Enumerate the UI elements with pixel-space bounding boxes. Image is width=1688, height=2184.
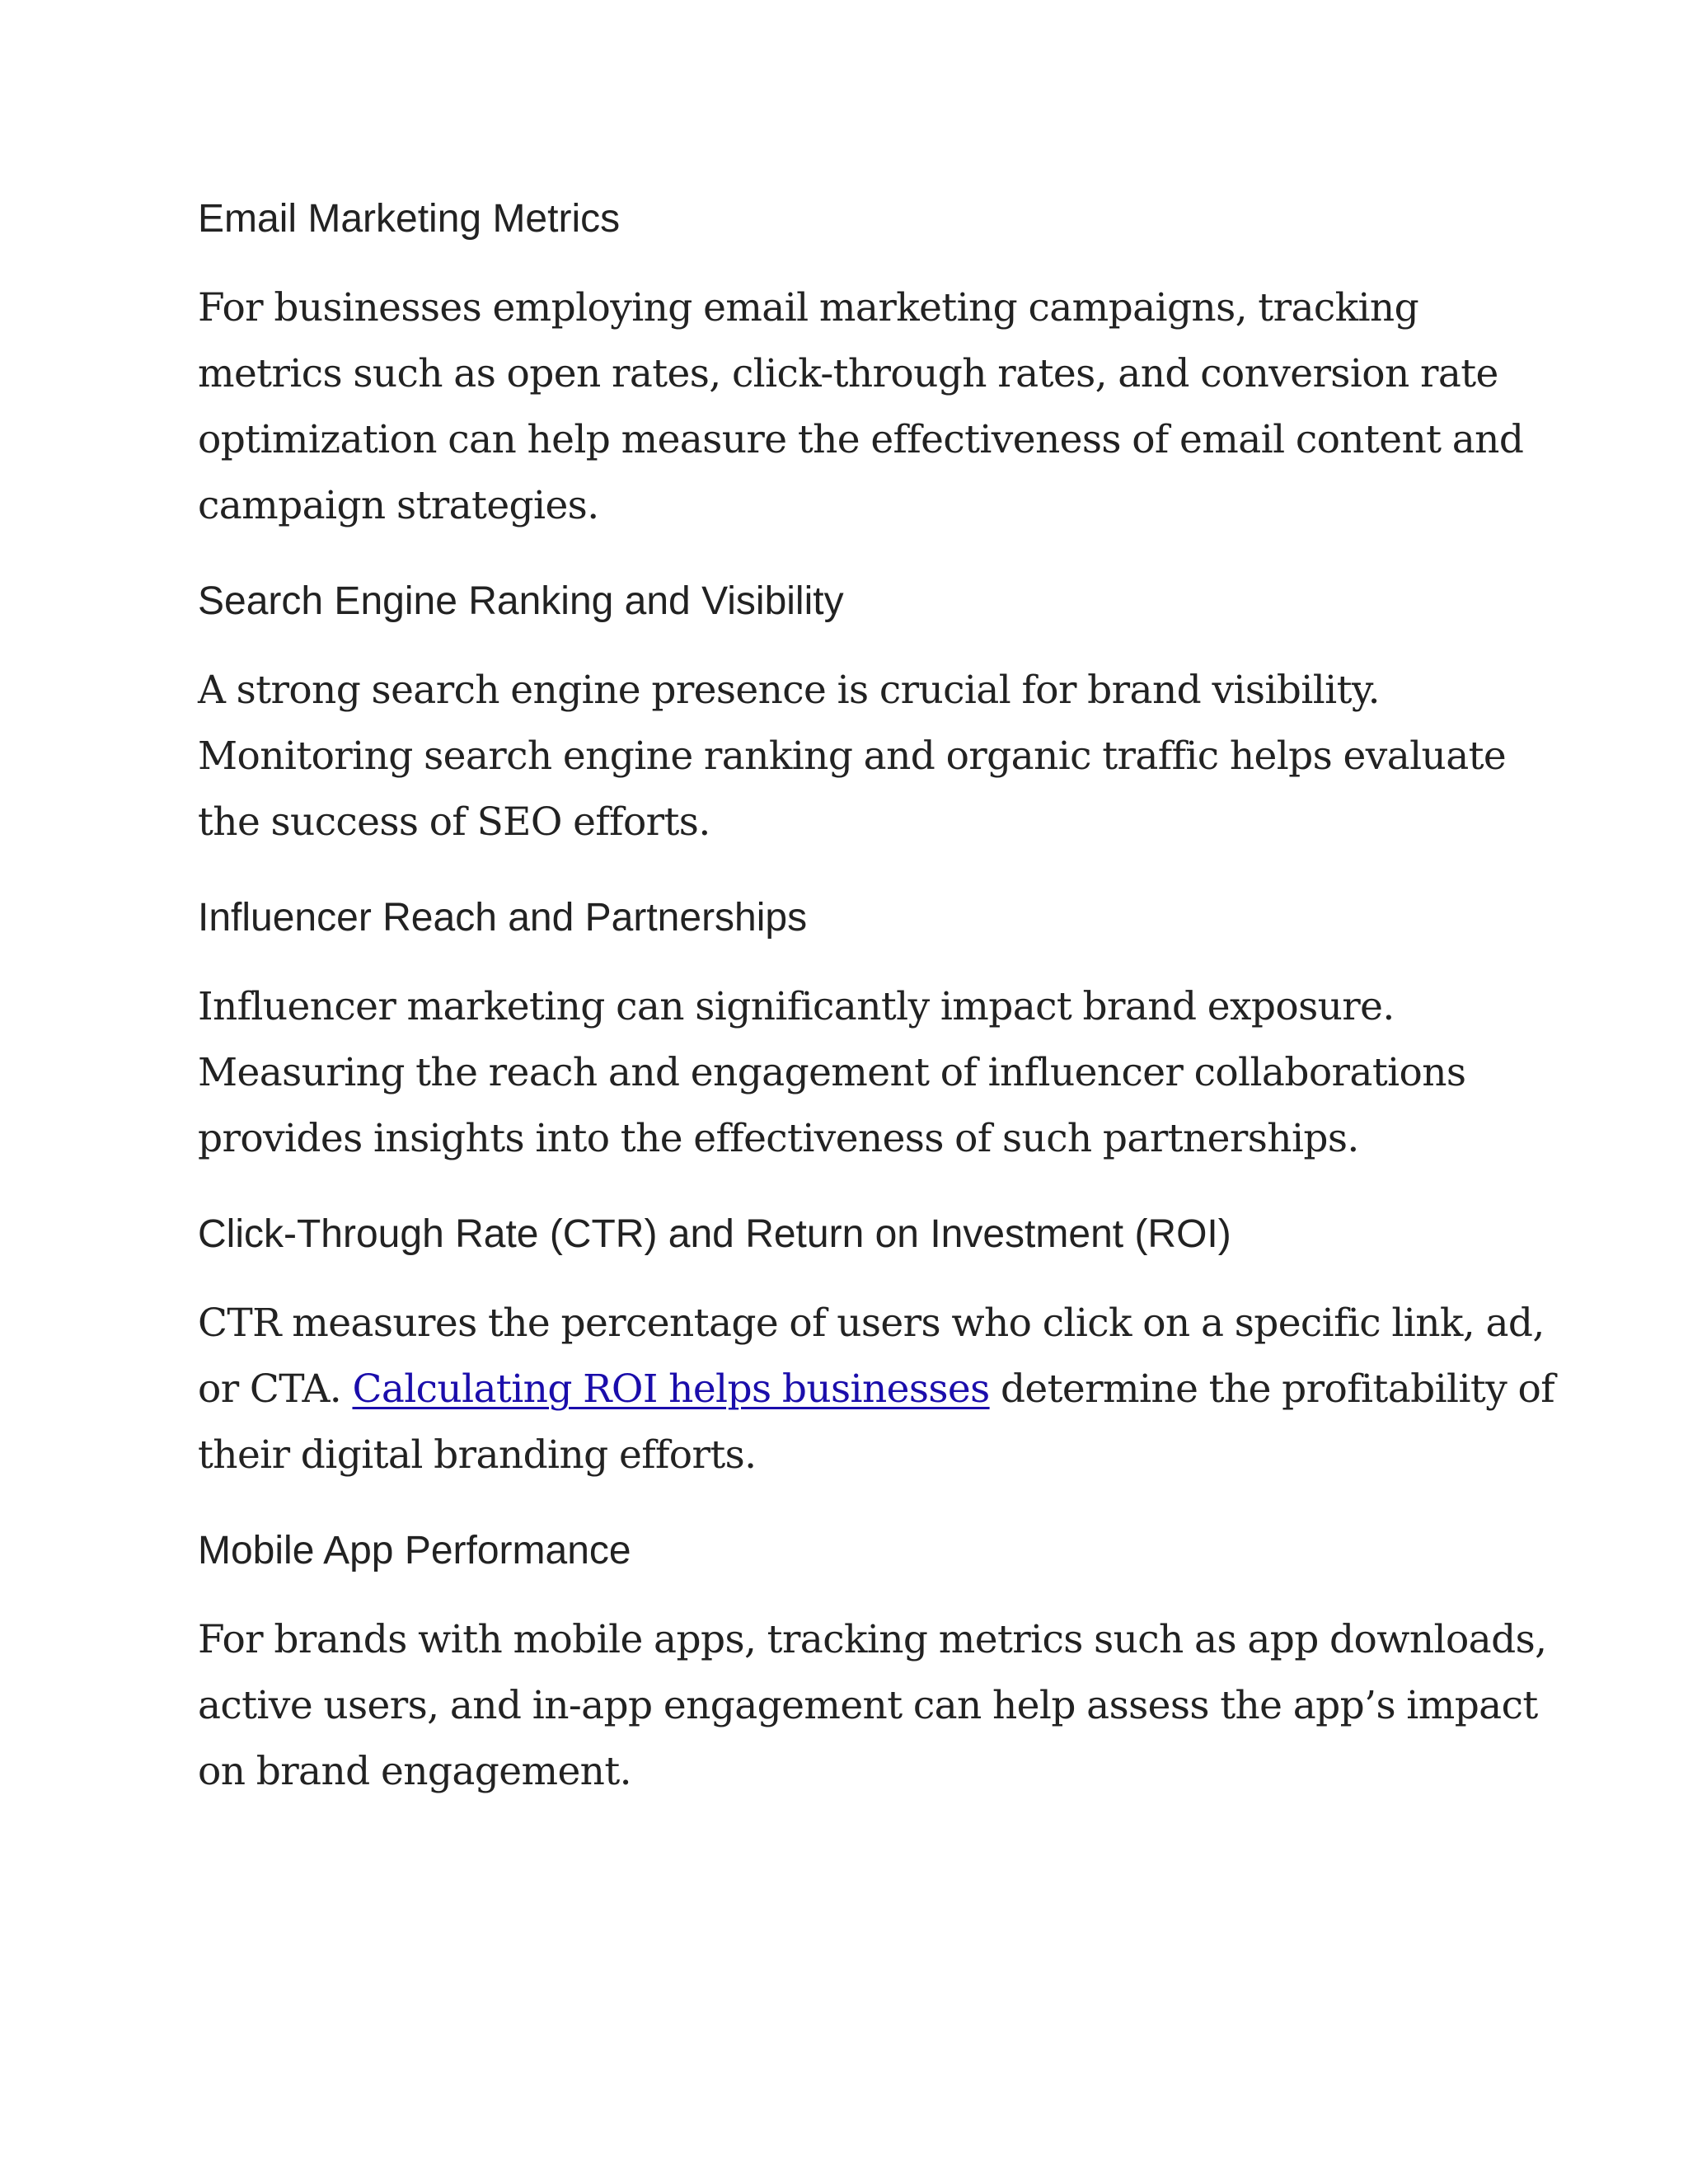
- section-paragraph: [198, 275, 1524, 539]
- section-heading: Click-Through Rate (CTR) and Return on Investment (ROI): [198, 1212, 1231, 1256]
- section-paragraph: [198, 1291, 1554, 1488]
- section-paragraph: [198, 1607, 1547, 1805]
- paragraph-line: A strong search engine presence is crucial for brand visibility.: [198, 668, 1380, 713]
- text-after-link: determine the profitability of: [989, 1366, 1554, 1412]
- paragraph-line: the success of SEO efforts.: [198, 799, 710, 845]
- paragraph-line: their digital branding efforts.: [198, 1432, 757, 1478]
- section-heading: Mobile App Performance: [198, 1529, 631, 1572]
- section-influencer-reach: [198, 893, 1517, 1172]
- calculating-roi-link[interactable]: Calculating ROI helps businesses: [352, 1366, 990, 1412]
- section-heading: Search Engine Ranking and Visibility: [198, 579, 844, 623]
- paragraph-line: optimization can help measure the effectiveness of email content and: [198, 417, 1524, 462]
- section-heading: Email Marketing Metrics: [198, 197, 621, 241]
- paragraph-line: metrics such as open rates, click-through rates, and conversion rate: [198, 351, 1498, 396]
- section-email-marketing-metrics: [198, 194, 1524, 539]
- section-paragraph: [198, 658, 1517, 855]
- section-search-engine-ranking: [198, 577, 1517, 855]
- section-heading: Influencer Reach and Partnerships: [198, 896, 808, 940]
- paragraph-line: For brands with mobile apps, tracking metrics such as app downloads,: [198, 1617, 1547, 1662]
- paragraph-line: active users, and in-app engagement can help assess the app’s impact: [198, 1683, 1538, 1728]
- paragraph-line: Monitoring search engine ranking and organic traffic helps evaluate: [198, 733, 1507, 779]
- document-content: [198, 194, 1554, 1843]
- paragraph-line: provides insights into the effectiveness of such partnerships.: [198, 1116, 1359, 1161]
- section-paragraph: [198, 974, 1517, 1172]
- paragraph-line: Measuring the reach and engagement of influencer collaborations: [198, 1050, 1466, 1095]
- section-mobile-app-performance: [198, 1526, 1547, 1805]
- paragraph-line: For businesses employing email marketing campaigns, tracking: [198, 285, 1419, 330]
- paragraph-line-with-link: [198, 1357, 1554, 1422]
- text-before-link: or CTA.: [198, 1366, 353, 1412]
- paragraph-line: Influencer marketing can significantly impact brand exposure.: [198, 984, 1395, 1029]
- paragraph-line: campaign strategies.: [198, 483, 599, 528]
- paragraph-line: on brand engagement.: [198, 1749, 631, 1794]
- paragraph-line: CTR measures the percentage of users who click on a specific link, ad,: [198, 1301, 1545, 1346]
- section-ctr-and-roi: [198, 1210, 1554, 1488]
